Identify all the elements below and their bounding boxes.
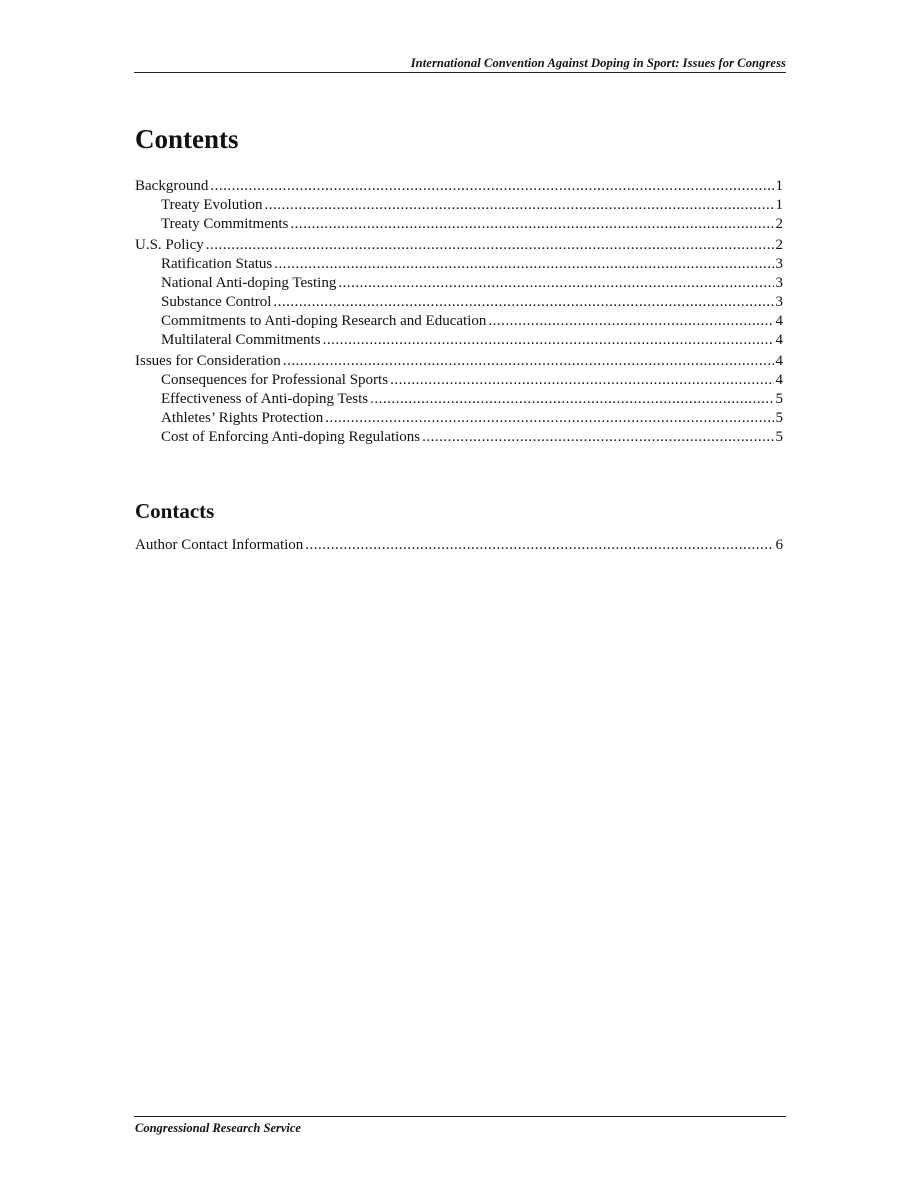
toc-entry-label: Commitments to Anti-doping Research and Education [161,313,487,329]
toc-entry-national-anti-doping-testing[interactable] [135,274,783,293]
toc-entry-page: 3 [775,275,783,291]
toc-entry-label: National Anti-doping Testing [161,275,337,291]
toc-entry-page: 5 [775,429,783,445]
toc-entry-label: Issues for Consideration [135,353,281,369]
toc-entry-label: Substance Control [161,294,272,310]
dot-leader [370,390,773,409]
toc-entry-issues-for-consideration[interactable] [135,352,783,371]
dot-leader [265,196,774,215]
toc-entry-label: Ratification Status [161,256,273,272]
dot-leader [274,255,773,274]
contacts-list [135,536,783,555]
toc-entry-professional-sports[interactable] [135,371,783,390]
toc-entry-treaty-evolution[interactable] [135,196,783,215]
footer-rule [134,1116,786,1117]
contents-heading: Contents [135,124,239,154]
dot-leader [283,352,774,371]
toc-entry-cost-enforcing[interactable] [135,428,783,447]
toc-entry-page: 4 [775,372,783,388]
dot-leader [338,274,773,293]
toc-entry-ratification-status[interactable] [135,255,783,274]
header-rule [134,72,786,73]
dot-leader [206,236,774,255]
toc-entry-label: Multilateral Commitments [161,332,321,348]
dot-leader [273,293,773,312]
dot-leader [305,536,773,555]
toc-entry-label: Cost of Enforcing Anti-doping Regulations [161,429,421,445]
toc-entry-substance-control[interactable] [135,293,783,312]
toc-entry-us-policy[interactable] [135,236,783,255]
toc-entry-athletes-rights[interactable] [135,409,783,428]
toc-entry-background[interactable] [135,177,783,196]
toc-entry-multilateral-commitments[interactable] [135,331,783,350]
toc-entry-page: 2 [775,237,783,253]
toc-entry-page: 4 [775,332,783,348]
toc-entry-page: 3 [775,256,783,272]
toc-entry-page: 6 [775,537,783,553]
running-footer: Congressional Research Service [135,1121,301,1135]
toc-entry-page: 3 [775,294,783,310]
toc-entry-page: 5 [775,391,783,407]
dot-leader [325,409,773,428]
dot-leader [422,428,773,447]
contents-list [135,175,783,447]
dot-leader [390,371,773,390]
toc-entry-effectiveness-tests[interactable] [135,390,783,409]
toc-entry-label: Effectiveness of Anti-doping Tests [161,391,369,407]
toc-entry-page: 1 [775,197,783,213]
toc-entry-label: U.S. Policy [135,237,204,253]
toc-entry-treaty-commitments[interactable] [135,215,783,234]
toc-entry-label: Author Contact Information [135,537,304,553]
toc-entry-label: Athletes’ Rights Protection [161,410,324,426]
toc-entry-page: 4 [775,353,783,369]
toc-entry-page: 5 [775,410,783,426]
toc-entry-label: Consequences for Professional Sports [161,372,389,388]
dot-leader [210,177,773,196]
dot-leader [488,312,773,331]
dot-leader [290,215,773,234]
toc-entry-label: Treaty Evolution [161,197,263,213]
toc-entry-author-contact[interactable] [135,536,783,555]
contacts-heading: Contacts [135,499,215,523]
toc-entry-research-education[interactable] [135,312,783,331]
toc-entry-label: Background [135,178,209,194]
toc-entry-page: 1 [775,178,783,194]
dot-leader [323,331,774,350]
toc-entry-page: 2 [775,216,783,232]
toc-entry-page: 4 [775,313,783,329]
toc-entry-label: Treaty Commitments [161,216,289,232]
running-header: International Convention Against Doping in Sport: Issues for Congress [410,56,786,70]
